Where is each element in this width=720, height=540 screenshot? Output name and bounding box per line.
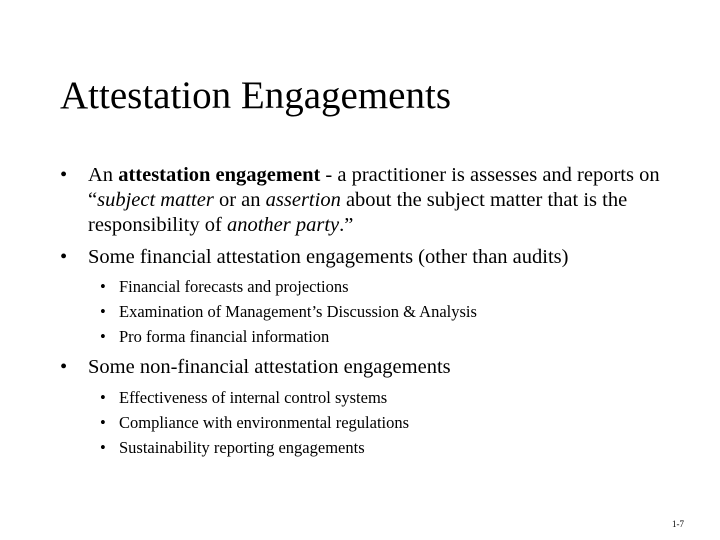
bullet-text: Some financial attestation engagements (other than audits): [88, 246, 569, 268]
text-part: or an: [213, 189, 266, 211]
sub-bullet-item: [100, 274, 679, 299]
bullet-glyph: •: [100, 413, 106, 432]
sub-bullet-text: Pro forma financial information: [119, 327, 330, 346]
bullet-text: Some non-financial attestation engagements: [88, 356, 451, 378]
bullet-glyph: •: [60, 356, 68, 378]
sub-bullet-text: Examination of Management’s Discussion & Analysis: [119, 302, 477, 321]
bullet-glyph: •: [100, 302, 106, 321]
sub-bullet-text: Effectiveness of internal control systems: [119, 388, 388, 407]
bold-term: attestation engagement: [118, 164, 321, 186]
text-prefix: An: [88, 164, 119, 186]
bullet-glyph: •: [100, 277, 106, 296]
bullet-item-non-financial-engagements: [60, 355, 668, 380]
sub-bullet-text: Sustainability reporting engagements: [119, 438, 365, 457]
text-part: - a practitioner is assesses and reports on “: [88, 164, 660, 211]
bullet-glyph: •: [100, 438, 106, 457]
sub-bullet-item: [100, 299, 679, 324]
sub-bullet-text: Financial forecasts and projections: [119, 277, 349, 296]
sub-bullet-item: [100, 324, 679, 349]
sub-bullet-text: Compliance with environmental regulations: [119, 413, 410, 432]
italic-term: subject matter: [97, 189, 214, 211]
bullet-glyph: •: [60, 246, 68, 268]
sub-bullet-item: [100, 410, 679, 435]
bullet-item-attestation-definition: [60, 163, 668, 238]
bullet-text: [88, 163, 668, 238]
sub-bullet-item: [100, 435, 679, 460]
page-number: 1-7: [672, 519, 684, 529]
sub-bullet-item: [100, 385, 679, 410]
bullet-item-financial-engagements: [60, 245, 668, 270]
text-part: .”: [339, 214, 354, 236]
text-part: about the subject matter that is the responsibility of: [88, 189, 628, 236]
bullet-glyph: •: [100, 388, 106, 407]
slide-title: Attestation Engagements: [60, 74, 451, 117]
italic-term: assertion: [265, 189, 341, 211]
bullet-glyph: •: [60, 164, 68, 186]
italic-term: another party: [226, 214, 340, 236]
bullet-glyph: •: [100, 327, 106, 346]
